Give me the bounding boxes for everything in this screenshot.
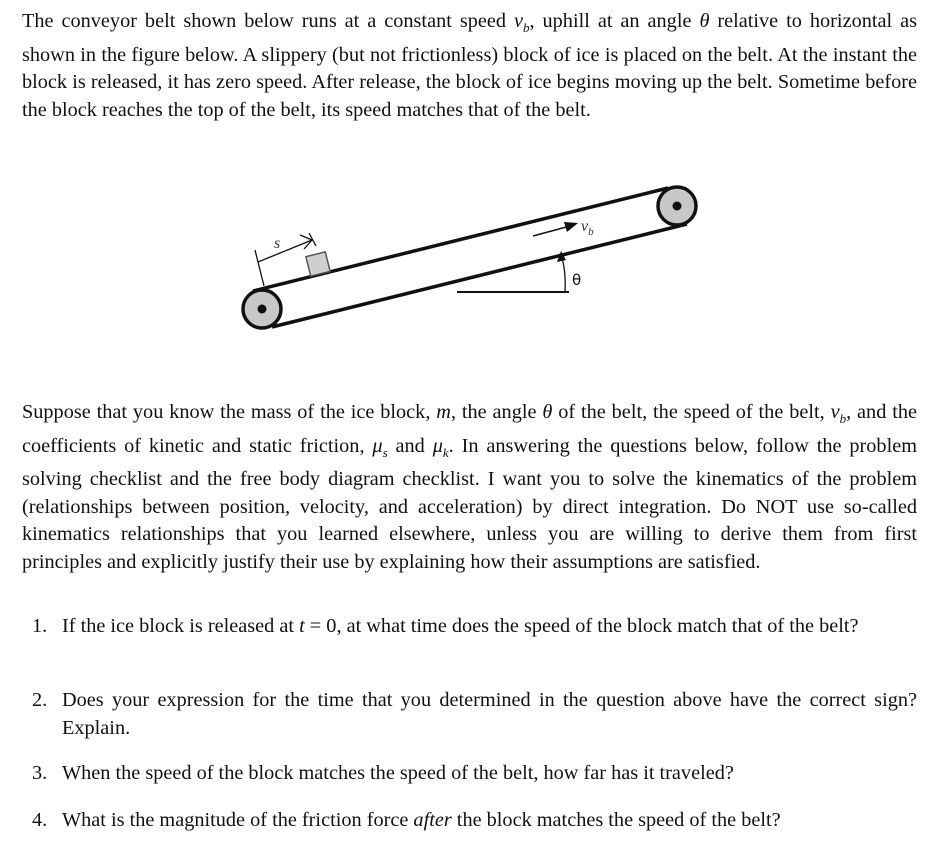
velocity-arrow	[533, 222, 578, 236]
belt-bottom-edge	[272, 224, 687, 327]
vb-label: $v_b$	[581, 218, 594, 238]
lower-pulley	[243, 290, 281, 328]
theta-label: θ	[572, 271, 582, 289]
upper-pulley	[658, 187, 696, 225]
intro-paragraph: The conveyor belt shown below runs at a constant speed $v_b$, uphill at an angle θ relative to horizontal as shown in the figure below. A slippery (but not frictionless) block of ice is placed on the belt. At the instant the block is released, it has zero speed. After release, the block of ice begins moving up the belt. Sometime before the block reaches the top of the belt, its speed matches that of the belt.	[22, 10, 917, 121]
s-label: s	[274, 235, 281, 252]
setup-paragraph: Suppose that you know the mass of the ice block, m, the angle θ of the belt, the speed of the belt, $v_b$, and the coefficients of kinetic and static friction, $\mu_s$ and $\mu_k$. In answering the questions below, follow the problem solving checklist and the free body diagram checklist. I want you to solve the kinematics of the problem (relationships between position, velocity, and acceleration) by direct integration. Do NOT use so-called kinematics relationships that you learned elsewhere, unless you are willing to derive them from first principles and explicitly justify their use by explaining how their assumptions are satisfied.	[22, 401, 917, 574]
ice-block	[306, 252, 330, 276]
